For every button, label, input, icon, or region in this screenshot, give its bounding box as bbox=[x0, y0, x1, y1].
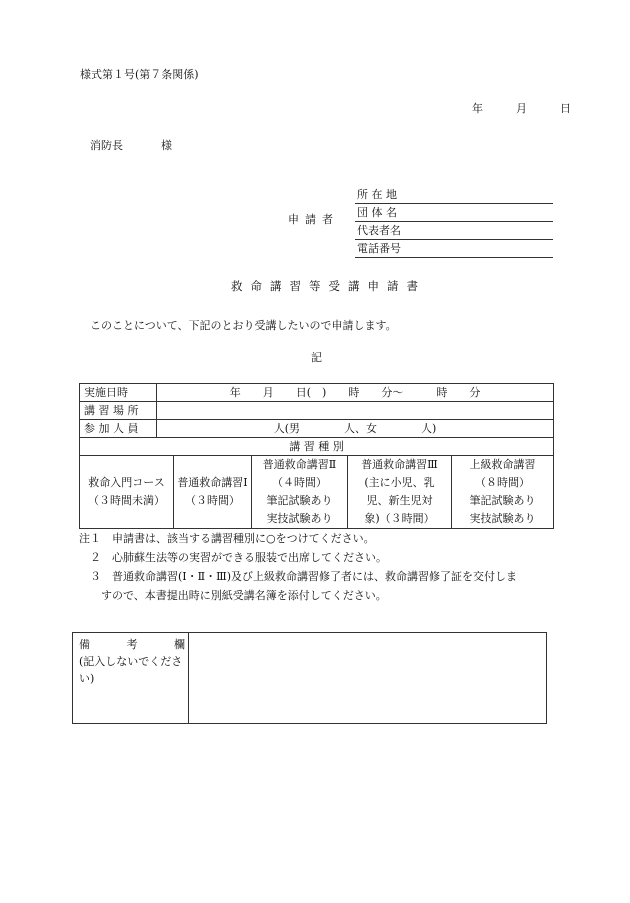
applicant-fields bbox=[355, 186, 553, 258]
field-address[interactable]: 所 在 地 bbox=[355, 186, 553, 204]
type-header: 講 習 種 別 bbox=[80, 438, 554, 456]
place-label: 講 習 場 所 bbox=[80, 402, 157, 420]
date-year: 年 bbox=[472, 102, 483, 115]
intro-text: このことについて、下記のとおり受講したいので申請します。 bbox=[90, 319, 397, 332]
participants-label: 参 加 人 員 bbox=[80, 420, 157, 438]
row-place bbox=[80, 402, 554, 420]
note-3: ３ 普通救命講習(Ⅰ・Ⅱ・Ⅲ)及び上級救命講習修了者には、救命講習修了証を交付しま bbox=[79, 570, 518, 583]
recipient bbox=[90, 137, 172, 153]
field-representative[interactable]: 代表者名 bbox=[355, 222, 553, 240]
form-number: 様式第１号(第７条関係) bbox=[80, 68, 199, 81]
note-4: すので、本書提出時に別紙受講名簿を添付してください。 bbox=[79, 589, 387, 602]
place-value[interactable] bbox=[157, 402, 554, 420]
recipient-honorific: 様 bbox=[161, 139, 172, 152]
course-basic-2[interactable]: 普通救命講習Ⅱ （４時間） 筆記試験あり 実技試験あり bbox=[252, 456, 348, 529]
field-organization[interactable]: 団 体 名 bbox=[355, 204, 553, 222]
ki-heading: 記 bbox=[311, 351, 322, 364]
note-2: ２ 心肺蘇生法等の実習ができる服装で出席してください。 bbox=[79, 551, 387, 564]
field-phone[interactable]: 電話番号 bbox=[355, 240, 553, 258]
course-advanced[interactable]: 上級救命講習 （８時間） 筆記試験あり 実技試験あり bbox=[452, 456, 554, 529]
remarks-label-cell bbox=[73, 633, 189, 723]
date-month: 月 bbox=[516, 102, 527, 115]
applicant-label: 申請者 bbox=[288, 213, 339, 226]
remarks-box bbox=[72, 632, 547, 724]
row-participants bbox=[80, 420, 554, 438]
date-day: 日 bbox=[560, 102, 571, 115]
course-intro[interactable]: 救命入門コース （３時間未満） bbox=[80, 456, 174, 529]
participants-value[interactable]: 人(男 人、女 人) bbox=[157, 420, 554, 438]
application-table bbox=[79, 383, 554, 529]
date-line bbox=[472, 100, 571, 116]
row-date bbox=[80, 384, 554, 402]
date-value[interactable]: 年 月 日( ) 時 分～ 時 分 bbox=[157, 384, 554, 402]
note-1: 注１ 申請書は、該当する講習種別に○をつけてください。 bbox=[79, 532, 375, 545]
document-title: 救命講習等受講申請書 bbox=[231, 279, 426, 293]
remarks-title: 備 考 欄 bbox=[79, 638, 185, 651]
date-label: 実施日時 bbox=[80, 384, 157, 402]
row-type-header bbox=[80, 438, 554, 456]
remarks-note: (記入しないでください) bbox=[79, 655, 183, 685]
row-courses bbox=[80, 456, 554, 529]
course-basic-1[interactable]: 普通救命講習Ⅰ （３時間） bbox=[174, 456, 252, 529]
course-basic-3[interactable]: 普通救命講習Ⅲ (主に小児、乳 児、新生児対 象)（３時間） bbox=[348, 456, 452, 529]
remarks-input[interactable] bbox=[189, 633, 546, 723]
notes bbox=[79, 529, 517, 605]
recipient-name: 消防長 bbox=[90, 139, 123, 152]
